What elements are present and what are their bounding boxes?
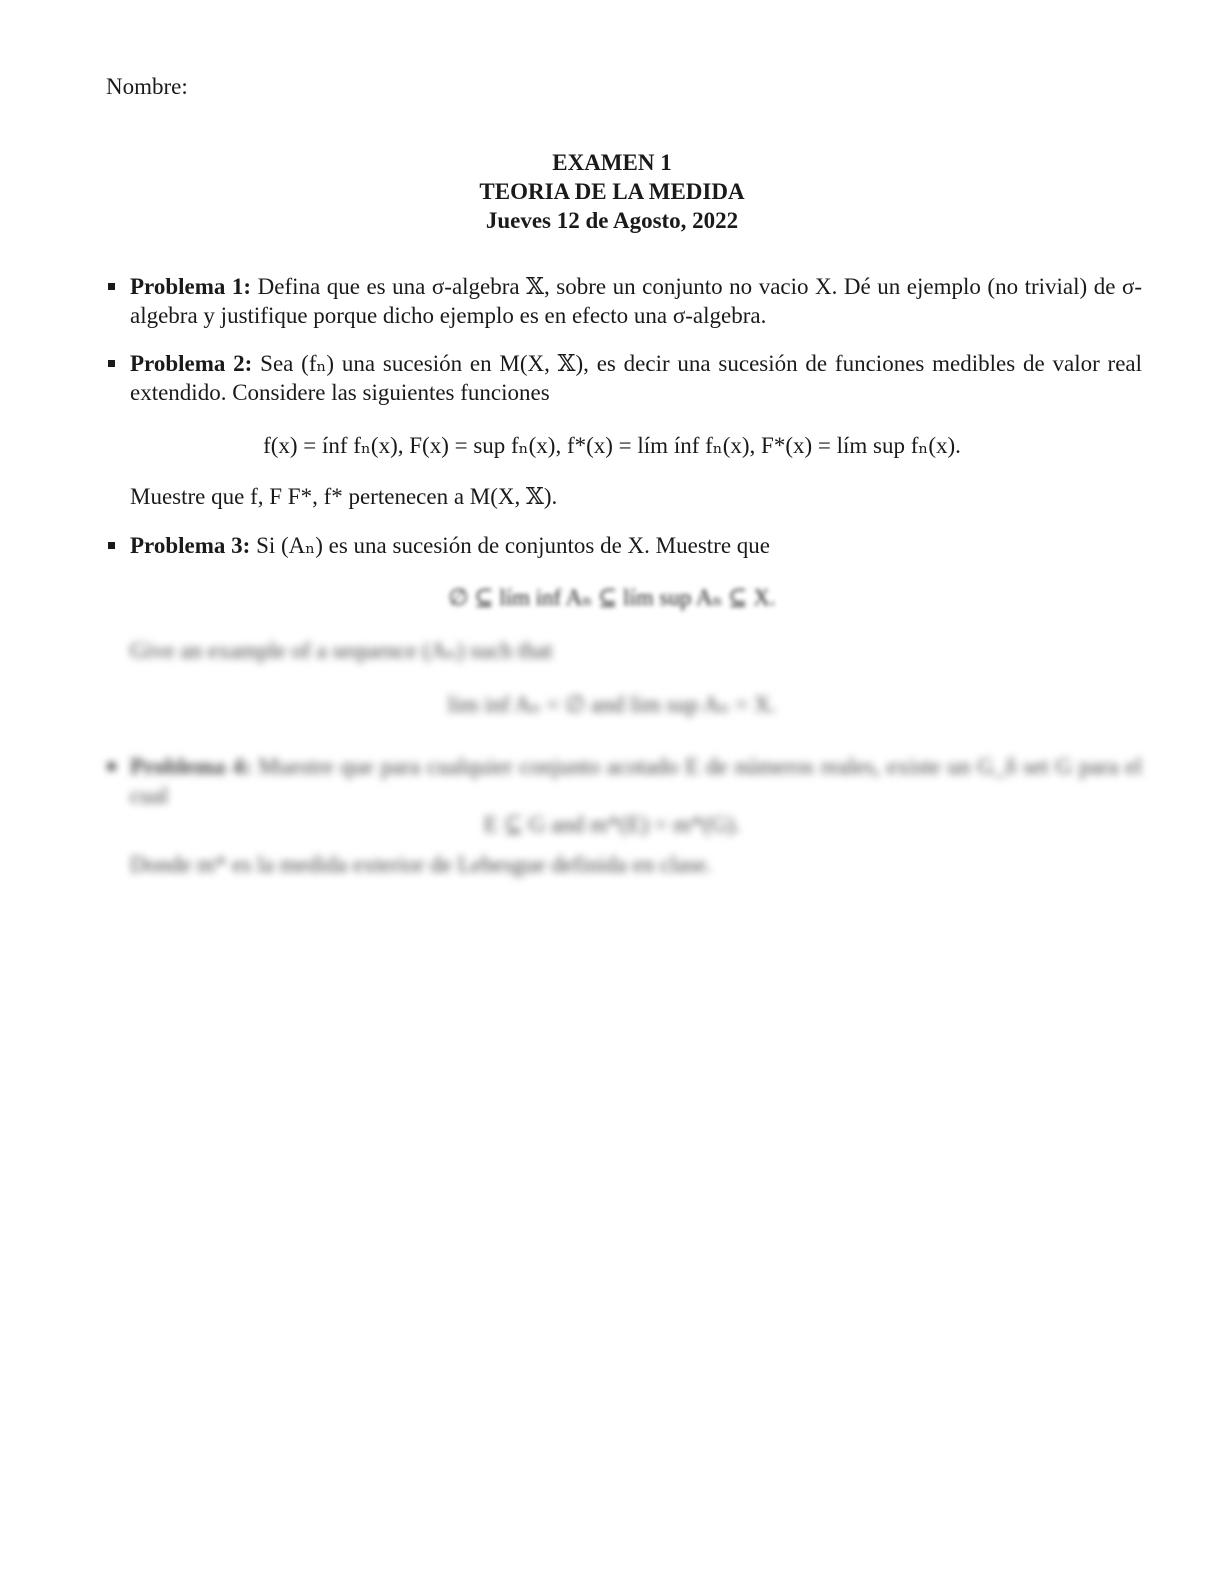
bullet-icon	[108, 542, 115, 549]
problem-3-formula-2: lim inf Aₙ = ∅ and lim sup Aₙ = X.	[447, 692, 777, 717]
problem-4-conclusion: Donde m* es la medida exterior de Lebesgue definida en clase.	[130, 852, 712, 877]
problem-4-text: Muestre que para cualquier conjunto acotado E de números reales, existe un G_δ set G para el cual	[130, 754, 1142, 808]
exam-date: Jueves 12 de Agosto, 2022	[485, 208, 739, 233]
problem-4-formula: E ⊆ G and m*(E) = m*(G).	[483, 812, 741, 837]
problem-3	[130, 531, 1142, 560]
problem-2-formula: f(x) = ínf fₙ(x), F(x) = sup fₙ(x), f*(x) = lím ínf fₙ(x), F*(x) = lím sup fₙ(x).	[263, 433, 961, 458]
course-title: TEORIA DE LA MEDIDA	[479, 179, 745, 204]
problem-4	[130, 752, 1142, 810]
problem-1	[130, 272, 1142, 330]
problem-3-text: Si (Aₙ) es una sucesión de conjuntos de X. Muestre que	[256, 533, 770, 558]
problem-2-text: Sea (fₙ) una sucesión en M(X, 𝕏), es decir una sucesión de funciones medibles de valor real extendido. Considere las siguientes funciones	[130, 351, 1143, 405]
problem-3-title: Problema 3:	[130, 533, 251, 558]
bullet-icon	[108, 283, 115, 290]
problem-1-title: Problema 1:	[130, 274, 252, 299]
bullet-icon	[108, 360, 115, 367]
exam-title: EXAMEN 1	[552, 150, 672, 175]
name-label: Nombre:	[106, 74, 188, 99]
exam-header	[0, 148, 1224, 235]
bullet-icon	[108, 763, 115, 770]
problem-3-follow-up: Give an example of a sequence (Aₙ) such that	[130, 638, 553, 663]
problem-1-text: Defina que es una σ-algebra 𝕏, sobre un conjunto no vacio X. Dé un ejemplo (no trivial) de σ- algebra y justifique porque dicho ejemplo es en efecto una σ-algebra.	[130, 274, 1143, 328]
problem-2	[130, 349, 1142, 407]
problem-3-formula: ∅ ⊆ lím inf Aₙ ⊆ lím sup Aₙ ⊆ X.	[448, 585, 776, 610]
problem-4-title: Problema 4:	[130, 754, 252, 779]
problem-2-title: Problema 2:	[130, 351, 253, 376]
problem-2-conclusion: Muestre que f, F F*, f* pertenecen a M(X, 𝕏).	[130, 484, 558, 509]
